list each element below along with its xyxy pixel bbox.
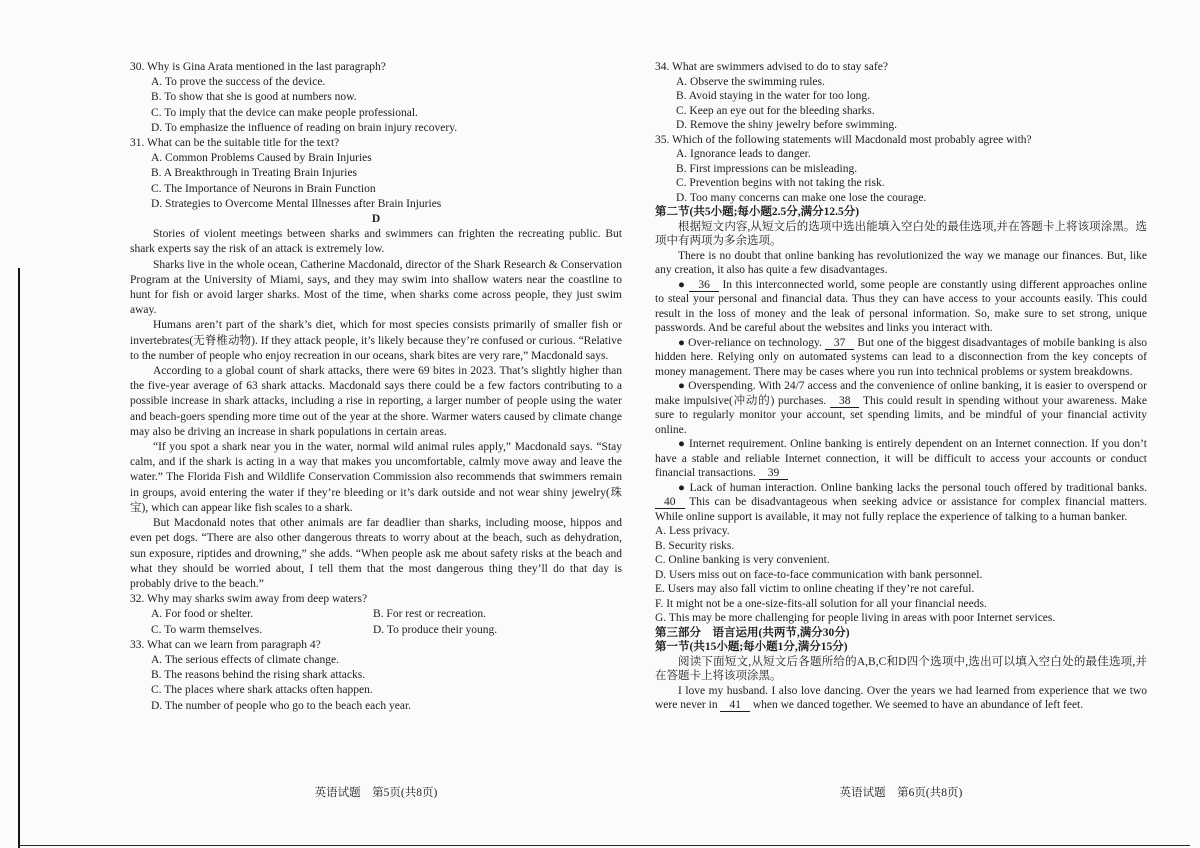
question-30: 30. Why is Gina Arata mentioned in the last paragraph?	[130, 61, 386, 73]
part-3-instruction: 阅读下面短文,从短文后各题所给的A,B,C和D四个选项中,选出可以填入空白处的最佳选项,并在答题卡上将该项涂黑。	[655, 655, 1147, 682]
cloze-passage-para-1: I love my husband. I also love dancing. Over the years we had learned from experience that we two were never in 41 when we danced together. We seemed to have an abundance of left feet.	[655, 684, 1147, 711]
question-34: 34. What are swimmers advised to do to stay safe?	[655, 61, 888, 73]
passage-d-para-6: But Macdonald notes that other animals are far deadlier than sharks, including moose, hippos and even pet dogs. “There are also other dangerous threats to worry about at the beach, such as dehydration, sun exposure, riptides and drowning,” she adds. “When people ask me about safety risks at the beach and what they should be worried about, I tell them that the most dangerous thing they’ll do that day is probably drive to the beach.”	[130, 517, 622, 590]
option-30-a: A. To prove the success of the device.	[151, 76, 326, 89]
footer-page-6: 英语试题 第6页(共8页)	[839, 787, 963, 799]
option-33-c: C. The places where shark attacks often happen.	[151, 684, 373, 697]
passage-d-para-5: “If you spot a shark near you in the water, normal wild animal rules apply,” Macdonald says. “Stay calm, and if the shark is acting in a way that makes you uncomfortable, calmly move away and leave the water.” The Florida Fish and Wildlife Conservation Commission also recommends that swimmers remain in groups, avoid entering the water if they’re bleeding or it’s dark outside and not wear shiny jewelry(珠宝), which can appear like fish scales to a shark.	[130, 441, 622, 514]
option-34-c: C. Keep an eye out for the bleeding sharks.	[676, 104, 875, 117]
footer-page-5: 英语试题 第5页(共8页)	[314, 787, 438, 799]
passage-d-para-1: Stories of violent meetings between sharks and swimmers can frighten the recreating public. But shark experts say the risk of an attack is extremely low.	[130, 228, 622, 256]
option-right: B. For rest or recreation.	[373, 608, 487, 621]
option-left: A. For food or shelter.	[151, 608, 254, 621]
question-33: 33. What can we learn from paragraph 4?	[130, 638, 321, 651]
option-30-c: C. To imply that the device can make people professional.	[151, 106, 418, 119]
blank-38: 38	[830, 395, 860, 408]
blank-40: 40	[655, 496, 685, 509]
blank-41: 41	[720, 699, 750, 712]
option-33-a: A. The serious effects of climate change.	[151, 653, 339, 666]
question-32: 32. Why may sharks swim away from deep waters?	[130, 593, 368, 606]
option-35-d: D. Too many concerns can make one lose the courage.	[676, 191, 927, 204]
cloze-choice-f: F. It might not be a one-size-fits-all solution for all your financial needs.	[655, 597, 987, 610]
part-3-heading: 第三部分 语言运用(共两节,满分30分)	[655, 626, 850, 639]
question-35: 35. Which of the following statements will Macdonald most probably agree with?	[655, 133, 1032, 146]
option-34-b: B. Avoid staying in the water for too long.	[676, 90, 870, 102]
blank-37: 37	[825, 337, 855, 350]
section-2-heading: 第二节(共5小题;每小题2.5分,满分12.5分)	[655, 206, 860, 218]
option-31-a: A. Common Problems Caused by Brain Injuries	[151, 152, 372, 165]
option-pair-32-ab	[130, 607, 622, 622]
option-31-c: C. The Importance of Neurons in Brain Function	[151, 182, 376, 195]
passage-d-label: D	[371, 213, 381, 226]
option-34-d: D. Remove the shiny jewelry before swimming.	[676, 119, 898, 131]
option-33-b: B. The reasons behind the rising shark attacks.	[151, 669, 366, 682]
cloze-choice-a: A. Less privacy.	[655, 525, 730, 537]
scan-artifact-bottom-line	[18, 845, 1190, 846]
option-right: D. To produce their young.	[373, 623, 498, 636]
option-35-b: B. First impressions can be misleading.	[676, 162, 858, 175]
option-31-b: B. A Breakthrough in Treating Brain Injuries	[151, 167, 358, 180]
option-35-c: C. Prevention begins with not taking the risk.	[676, 177, 885, 189]
cloze-bullet-40: ● Lack of human interaction. Online banking lacks the personal touch offered by traditional banks. 40 This can be disadvantageous when seeking advice or assistance for complex financial matters. While online support is available, it may not fully replace the experience of talking to a human banker.	[655, 481, 1147, 523]
option-30-d: D. To emphasize the influence of reading on brain injury recovery.	[151, 121, 458, 134]
passage-d-para-2: Sharks live in the whole ocean, Catherine Macdonald, director of the Shark Research & Conservation Program at the University of Miami, says, and they may swim into shallow waters near the coastline to hunt for fish or avoid larger sharks. Most of the time, when sharks come across people, they just swim away.	[130, 258, 622, 317]
cloze-choice-c: C. Online banking is very convenient.	[655, 554, 830, 566]
passage-d-para-4: According to a global count of shark attacks, there were 69 bites in 2023. That’s slightly higher than the five-year average of 63 shark attacks. Macdonald says there could be a few factors contributing to a possible increase in shark attacks, including a rise in reporting, a larger number of people using the water and beach-goers spending more time out of the year at the shore. Warmer waters caused by climate change may also be driving an increase in shark populations in certain areas.	[130, 365, 622, 438]
left-column	[130, 60, 622, 714]
blank-39: 39	[759, 467, 789, 480]
cloze-choice-e: E. Users may also fall victim to online cheating if they’re not careful.	[655, 583, 975, 595]
option-31-d: D. Strategies to Overcome Mental Illnesses after Brain Injuries	[151, 197, 442, 210]
cloze-bullet-38: ● Overspending. With 24/7 access and the convenience of online banking, it is easier to overspend or make impulsive(冲动的) purchases. 38 This could result in spending without your awareness. Make sure to regularly monitor your account, set spending limits, and be mindful of your financial activity online.	[655, 380, 1148, 436]
blank-36: 36	[689, 279, 719, 292]
passage-d-para-3: Humans aren’t part of the shark’s diet, which for most species consists primarily of smaller fish or invertebrates(无脊椎动物). If they attack people, it’s likely because they’re confused or curious. “Relative to the number of people who enjoy recreation in our oceans, shark bites are very rare,” Macdonald says.	[130, 319, 622, 362]
option-35-a: A. Ignorance leads to danger.	[676, 148, 811, 160]
cloze-bullet-37: ● Over-reliance on technology. 37 But one of the biggest disadvantages of mobile banking is also hidden here. Relying only on automated systems can lead to a disconnection from the key concepts of money management. There may be cases where you run into technical problems or system breakdowns.	[655, 336, 1147, 378]
cloze-choice-b: B. Security risks.	[655, 539, 735, 552]
option-34-a: A. Observe the swimming rules.	[676, 75, 825, 88]
right-column	[655, 60, 1147, 713]
question-31: 31. What can be the suitable title for the text?	[130, 137, 340, 150]
cloze-choice-g: G. This may be more challenging for people living in areas with poor Internet services.	[655, 612, 1056, 624]
option-pair-32-cd	[130, 623, 622, 638]
option-33-d: D. The number of people who go to the beach each year.	[151, 699, 412, 712]
option-30-b: B. To show that she is good at numbers now.	[151, 91, 357, 104]
option-left: C. To warm themselves.	[151, 623, 263, 636]
section-2-instruction: 根据短文内容,从短文后的选项中选出能填入空白处的最佳选项,并在答题卡上将该项涂黑。选项中有两项为多余选项。	[655, 220, 1147, 247]
cloze-choice-d: D. Users miss out on face-to-face communication with bank personnel.	[655, 568, 983, 581]
scan-artifact-vertical-line	[18, 268, 20, 848]
part-3-section-1-heading: 第一节(共15小题;每小题1分,满分15分)	[655, 641, 848, 653]
cloze-bullet-36: ● 36 In this interconnected world, some people are constantly using different approaches online to steal your personal and financial data. Thus they can have access to your accounts easily. This could result in the loss of money and the leak of personal information. So, make sure to set strong, unique passwords. And be careful about the websites and links you interact with.	[655, 278, 1147, 334]
cloze-bullet-39: ● Internet requirement. Online banking is entirely dependent on an Internet connection. If you don’t have a stable and reliable Internet connection, it will be difficult to access your accounts or conduct financial transactions. 39	[655, 438, 1147, 479]
cloze-intro-para: There is no doubt that online banking has revolutionized the way we manage our finances. But, like any creation, it also has quite a few disadvantages.	[655, 249, 1147, 276]
